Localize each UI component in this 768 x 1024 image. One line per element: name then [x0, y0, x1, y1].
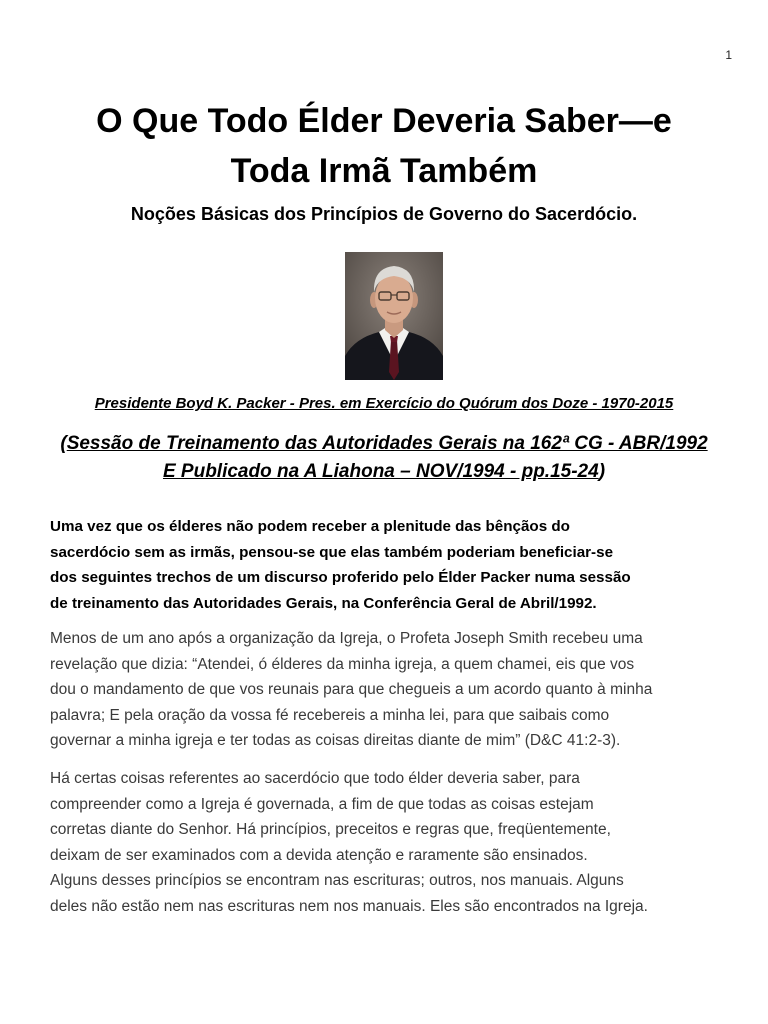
paragraph-line: dou o mandamento de que vos reunais para que chegueis a um acordo quanto à minha [50, 681, 653, 698]
paragraph-line: Menos de um ano após a organização da Igreja, o Profeta Joseph Smith recebeu uma [50, 630, 643, 647]
session-line-2-text: E Publicado na A Liahona – NOV/1994 - pp.15-24 [162, 461, 599, 482]
paragraph-line: compreender como a Igreja é governada, a fim de que todas as coisas estejam [50, 795, 594, 813]
paragraph-line: palavra; E pela oração da vossa fé recebereis a minha lei, para que saibais como [50, 706, 610, 724]
paragraph-line: Há certas coisas referentes ao sacerdócio que todo élder deveria saber, para [50, 770, 580, 787]
title-line-1: O Que Todo Élder Deveria Saber—e [96, 102, 672, 140]
intro-line: sacerdócio sem as irmãs, pensou-se que elas também poderiam beneficiar-se [50, 543, 614, 561]
session-reference-line-2 [40, 458, 728, 486]
body-paragraph-2 [50, 766, 740, 919]
paragraph-line: revelação que dizia: “Atendei, ó élderes da minha igreja, a quem chamei, eis que vos [50, 655, 635, 673]
intro-line: de treinamento das Autoridades Gerais, na Conferência Geral de Abril/1992. [50, 594, 597, 612]
intro-line: Uma vez que os élderes não podem receber a plenitude das bênçãos do [50, 518, 570, 535]
body-paragraph-1 [50, 626, 740, 754]
session-reference-line-1 [40, 430, 728, 458]
document-title [40, 96, 728, 196]
document-subtitle: Noções Básicas dos Princípios de Governo do Sacerdócio. [130, 204, 638, 224]
paragraph-line: deixam de ser examinados com a devida atenção e raramente são ensinados. [50, 846, 588, 864]
session-reference [40, 430, 728, 486]
intro-line: dos seguintes trechos de um discurso proferido pelo Élder Packer numa sessão [50, 569, 631, 586]
portrait-photo [345, 252, 443, 380]
session-line-1-text: Sessão de Treinamento das Autoridades Gerais na 162ª CG - ABR/1992 [66, 433, 708, 454]
photo-caption: Presidente Boyd K. Packer - Pres. em Exercício do Quórum dos Doze - 1970-2015 [94, 395, 674, 412]
open-parenthesis: ( [60, 433, 67, 454]
intro-paragraph [50, 514, 740, 616]
paragraph-line: governar a minha igreja e ter todas as coisas direitas diante de mim” (D&C 41:2-3). [50, 732, 621, 749]
page-number: 1 [725, 48, 732, 62]
title-line-2: Toda Irmã Também [230, 152, 538, 190]
paragraph-line: deles não estão nem nas escrituras nem nos manuais. Eles são encontrados na Igreja. [50, 897, 648, 915]
paragraph-line: corretas diante do Senhor. Há princípios, preceitos e regras que, freqüentemente, [50, 821, 611, 838]
close-parenthesis: ) [598, 461, 606, 482]
paragraph-line: Alguns desses princípios se encontram nas escrituras; outros, nos manuais. Alguns [50, 872, 624, 889]
